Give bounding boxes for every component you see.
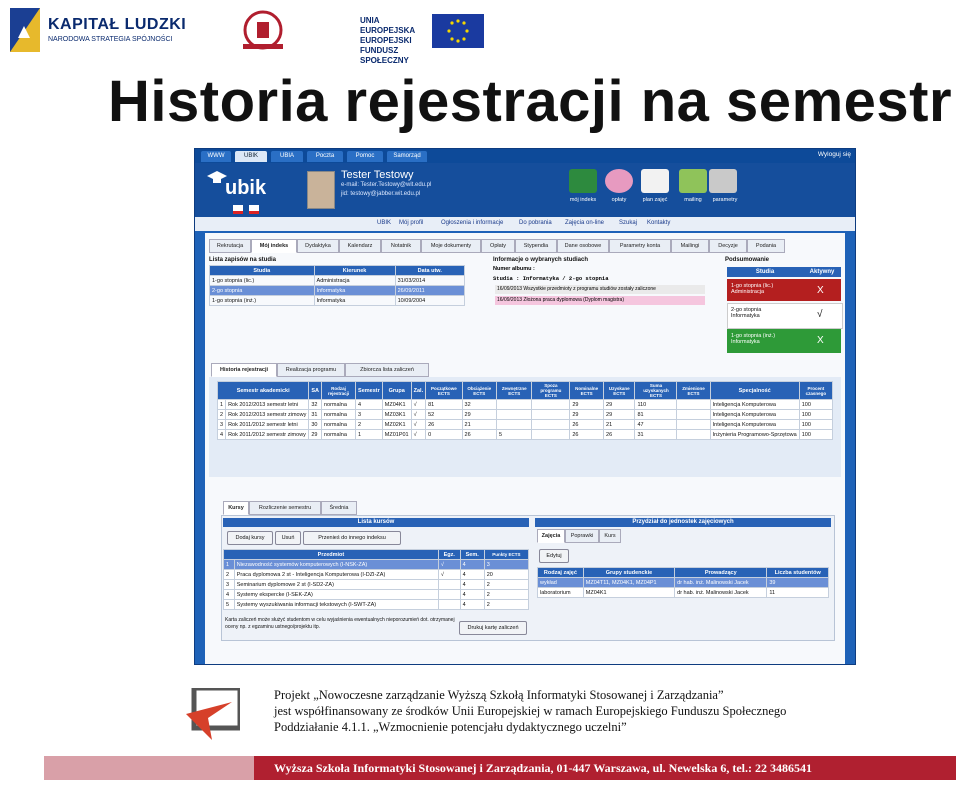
col-studia: Studia xyxy=(210,266,315,276)
cell: 1 xyxy=(224,560,235,570)
footer-bar-accent xyxy=(44,756,254,780)
cell: MZ04K1 xyxy=(382,400,411,410)
cell: 29 xyxy=(570,400,604,410)
cell: Praca dyplomowa 2 st - Inteligencja Komputerowa (I-DZI-ZA) xyxy=(234,570,438,580)
user-email: e-mail: Tester.Testowy@wit.edu.pl xyxy=(341,182,432,188)
cell: MZ02K1 xyxy=(382,420,411,430)
table-row[interactable] xyxy=(218,420,833,430)
cell: Systemy wyszukiwania informacji tekstowych (I-SWT-ZA) xyxy=(234,600,438,610)
tab-kurs[interactable]: Kurs xyxy=(599,529,621,543)
cell: 100 xyxy=(799,410,832,420)
col-procent: Procent czasnego xyxy=(799,382,832,400)
cell: 26 xyxy=(462,430,496,440)
assign-title: Przydział do jednostek zajęciowych xyxy=(535,518,831,527)
cell: dr hab. inż. Malinowski Jacek xyxy=(675,578,767,588)
summary-row-label: 1-go stopnia (lic.) Administracja xyxy=(731,283,774,295)
cell: 4 xyxy=(218,430,226,440)
cell: 21 xyxy=(462,420,496,430)
cell: 2 xyxy=(356,420,383,430)
cell: 5 xyxy=(496,430,531,440)
pl-flag-icon[interactable] xyxy=(233,205,243,214)
cell: 29 xyxy=(462,410,496,420)
cell: 1-go stopnia (inż.) xyxy=(210,296,315,306)
table-row[interactable] xyxy=(224,600,529,610)
table-row[interactable] xyxy=(538,588,829,598)
cell: 26 xyxy=(426,420,462,430)
top-tab-ubia[interactable]: UBIA xyxy=(271,151,303,162)
col-nominalne: Nominalne ECTS xyxy=(570,382,604,400)
toolbar-label-plan[interactable]: plan zajęć xyxy=(642,197,668,203)
tab-podania[interactable]: Podania xyxy=(747,239,785,253)
kapital-ludzki-subtitle: NARODOWA STRATEGIA SPÓJNOŚCI xyxy=(48,36,173,43)
calendar-icon[interactable] xyxy=(641,169,669,193)
top-tab-samorzad[interactable]: Samorząd xyxy=(387,151,427,162)
cell: 11 xyxy=(767,588,829,598)
cell: 31/03/2014 xyxy=(395,276,464,286)
cell: √ xyxy=(438,570,460,580)
col-spoza: Spoza programu ECTS xyxy=(532,382,570,400)
cell xyxy=(496,410,531,420)
cell xyxy=(532,420,570,430)
ubik-screenshot xyxy=(194,148,856,665)
summary-row-status: X xyxy=(817,285,824,296)
mortarboard-icon xyxy=(207,171,227,185)
cell: normalna xyxy=(321,410,355,420)
col-grupy: Grupy studenckie xyxy=(583,568,674,578)
kapital-ludzki-title: KAPITAŁ LUDZKI xyxy=(48,16,187,33)
cell: 32 xyxy=(309,400,322,410)
cell: 4 xyxy=(356,400,383,410)
cell: MZ03K1 xyxy=(382,410,411,420)
user-name: Tester Testowy xyxy=(341,169,414,181)
toolbar-label-mailing[interactable]: mailing xyxy=(684,197,702,203)
col-poczatkowe: Początkowe ECTS xyxy=(426,382,462,400)
summary-row-label: 1-go stopnia (inż.) Informatyka xyxy=(731,333,776,345)
sub-navigation xyxy=(195,217,855,231)
cell: 2 xyxy=(224,570,235,580)
summary-row-status: √ xyxy=(817,309,823,320)
col-rodzaj: Rodzaj rejestracji xyxy=(321,382,355,400)
tab-rozliczenie[interactable]: Rozliczenie semestru xyxy=(249,501,321,515)
cell: 3 xyxy=(218,420,226,430)
tab-poprawki[interactable]: Poprawki xyxy=(565,529,599,543)
history-table xyxy=(217,381,833,440)
cell: Administracja xyxy=(314,276,395,286)
pl-flag-icon[interactable] xyxy=(249,205,259,214)
album-number: Numer albumu : xyxy=(493,266,535,272)
col-specjalnosc: Specjalność xyxy=(710,382,799,400)
add-courses-button[interactable]: Dodaj kursy xyxy=(227,531,273,545)
cell: 29 xyxy=(604,410,635,420)
cell: 30 xyxy=(309,420,322,430)
table-row[interactable] xyxy=(224,590,529,600)
summary-row-label: 2-go stopnia Informatyka xyxy=(731,307,762,319)
footer-line-3: Poddziałanie 4.1.1. „Wzmocnienie potencjału dydaktycznego uczelni” xyxy=(274,720,627,734)
cell: Niezawodność systemów komputerowych (I-NSK-ZA) xyxy=(234,560,438,570)
cell: MZ01P01 xyxy=(382,430,411,440)
cell: √ xyxy=(411,420,425,430)
logout-link[interactable]: Wyloguj się xyxy=(817,151,851,158)
tab-dane-osobowe[interactable]: Dane osobowe xyxy=(557,239,609,253)
col-uzyskane: Uzyskane ECTS xyxy=(604,382,635,400)
cell: 1-go stopnia (lic.) xyxy=(210,276,315,286)
table-row[interactable] xyxy=(224,570,529,580)
cell: 52 xyxy=(426,410,462,420)
cell: Rok 2012/2013 semestr letni xyxy=(226,400,309,410)
cell xyxy=(496,420,531,430)
cell: 4 xyxy=(460,570,484,580)
subnav-zajecia[interactable]: Zajęcia on-line xyxy=(565,220,605,226)
cell: 100 xyxy=(799,400,832,410)
cell: normalna xyxy=(321,420,355,430)
cell: 0 xyxy=(426,430,462,440)
cell: Systemy ekspercke (I-SEK-ZA) xyxy=(234,590,438,600)
cell xyxy=(438,590,460,600)
tab-srednia[interactable]: Średnia xyxy=(321,501,357,515)
col-semestr: Semestr akademicki xyxy=(218,382,309,400)
cell: 110 xyxy=(635,400,677,410)
col-suma: Suma uzyskanych ECTS xyxy=(635,382,677,400)
cell: 81 xyxy=(635,410,677,420)
cell: 3 xyxy=(484,560,528,570)
cell: 26 xyxy=(570,430,604,440)
cell: √ xyxy=(411,410,425,420)
cell: 4 xyxy=(460,590,484,600)
cell: Informatyka xyxy=(314,296,395,306)
assign-table xyxy=(537,567,829,598)
top-tab-pomoc[interactable]: Pomoc xyxy=(347,151,383,162)
cell: 29 xyxy=(309,430,322,440)
col-obciazenie: Obciążenie ECTS xyxy=(462,382,496,400)
project-logo-icon xyxy=(186,688,240,740)
cell: 81 xyxy=(426,400,462,410)
delete-button[interactable]: Usuń xyxy=(275,531,301,545)
cell: 2 xyxy=(484,580,528,590)
cell: 4 xyxy=(224,590,235,600)
subnav-ogloszenia[interactable]: Ogłoszenia i informacje xyxy=(441,220,504,226)
col-zewnetrzne: Zewnętrzne ECTS xyxy=(496,382,531,400)
page-title: Historia rejestracji na semestr xyxy=(108,69,953,134)
subnav-pobrania[interactable]: Do pobrania xyxy=(519,220,552,226)
tab-oplaty[interactable]: Opłaty xyxy=(481,239,515,253)
cell: 26 xyxy=(604,430,635,440)
studies-panel-title: Lista zapisów na studia xyxy=(209,257,277,263)
cell xyxy=(532,400,570,410)
cell xyxy=(496,400,531,410)
user-jid: jid: testowy@jabber.wit.edu.pl xyxy=(341,191,421,197)
top-tab-www[interactable]: WWW xyxy=(201,151,231,162)
subnav-profil[interactable]: Mój profil xyxy=(399,220,424,226)
main-content xyxy=(205,233,845,664)
cell: 20 xyxy=(484,570,528,580)
avatar xyxy=(307,171,335,209)
col-ects: Punkty ECTS xyxy=(484,550,528,560)
cell: 4 xyxy=(460,580,484,590)
summary-row-status: X xyxy=(817,335,824,346)
cell: 32 xyxy=(462,400,496,410)
info-note: 16/09/2013 Złożona praca dyplomowa (Dyplom magistra) xyxy=(495,296,705,305)
cell: 100 xyxy=(799,430,832,440)
subnav-ubik[interactable]: UBIK xyxy=(377,220,392,226)
cell: 5 xyxy=(224,600,235,610)
col-sem: Sem. xyxy=(460,550,484,560)
cell: normalna xyxy=(321,400,355,410)
table-row[interactable] xyxy=(218,400,833,410)
cell: 10/09/2004 xyxy=(395,296,464,306)
tab-dydaktyka[interactable]: Dydaktyka xyxy=(297,239,339,253)
col-sa: SA xyxy=(309,382,322,400)
table-row[interactable] xyxy=(224,580,529,590)
cell: Inteligencja Komputerowa xyxy=(710,400,799,410)
cell xyxy=(677,420,710,430)
col-zal: Zal. xyxy=(411,382,425,400)
courses-table xyxy=(223,549,529,610)
col-grupa: Grupa xyxy=(382,382,411,400)
cell: 1 xyxy=(356,430,383,440)
cell: 4 xyxy=(460,600,484,610)
kapital-ludzki-flag-icon xyxy=(10,8,40,52)
cell: 39 xyxy=(767,578,829,588)
cell: normalna xyxy=(321,430,355,440)
cell: Rok 2011/2012 semestr zimowy xyxy=(226,430,309,440)
cell: 21 xyxy=(604,420,635,430)
cell xyxy=(677,430,710,440)
summary-col-studia: Studia xyxy=(727,267,803,277)
subnav-kontakty[interactable]: Kontakty xyxy=(647,220,671,226)
tab-stypendia[interactable]: Stypendia xyxy=(515,239,557,253)
cell: laboratorium xyxy=(538,588,584,598)
indeks-icon[interactable] xyxy=(569,169,597,193)
table-row[interactable] xyxy=(218,410,833,420)
tab-decyzje[interactable]: Decyzje xyxy=(709,239,747,253)
cell: √ xyxy=(438,560,460,570)
cell: Rok 2012/2013 semestr zimowy xyxy=(226,410,309,420)
table-row[interactable] xyxy=(210,296,465,306)
cell xyxy=(438,600,460,610)
cell: √ xyxy=(411,430,425,440)
col-data: Data utw. xyxy=(395,266,464,276)
ubik-brand: ubik xyxy=(225,177,267,199)
cell: 26 xyxy=(570,420,604,430)
top-tab-poczta[interactable]: Poczta xyxy=(307,151,343,162)
tab-mailingi[interactable]: Mailingi xyxy=(671,239,709,253)
col-egz: Egz. xyxy=(438,550,460,560)
toolbar-label-parametry[interactable]: parametry xyxy=(712,197,738,203)
toolbar-label-oplaty[interactable]: opłaty xyxy=(611,197,627,203)
move-to-index-button[interactable]: Przenieś do innego indeksu xyxy=(303,531,401,545)
selected-studies: Studia : Informatyka / 2-go stopnia xyxy=(493,275,609,282)
table-row-selected[interactable] xyxy=(224,560,529,570)
footer-address: Wyższa Szkoła Informatyki Stosowanej i Zarządzania, 01-447 Warszawa, ul. Newelska 6, tel.: 22 3486541 xyxy=(274,761,812,775)
top-tab-ubik[interactable]: UBIK xyxy=(235,151,267,162)
table-row-selected[interactable] xyxy=(538,578,829,588)
col-prowadzacy: Prowadzący xyxy=(675,568,767,578)
tab-notatnik[interactable]: Notatnik xyxy=(381,239,421,253)
tools-icon[interactable] xyxy=(709,169,737,193)
tab-zbiorcza-lista[interactable]: Zbiorcza lista zaliczeń xyxy=(345,363,429,377)
cell: 29 xyxy=(570,410,604,420)
user-banner xyxy=(195,163,855,217)
cell xyxy=(532,430,570,440)
piggy-bank-icon[interactable] xyxy=(605,169,633,193)
cell: MZ04T11, MZ04K1, MZ04P1 xyxy=(583,578,674,588)
courses-title: Lista kursów xyxy=(223,518,529,527)
tab-kalendarz[interactable]: Kalendarz xyxy=(339,239,381,253)
tab-kursy[interactable]: Kursy xyxy=(223,501,249,515)
courses-note: Karta zaliczeń może służyć studentom w celu wyjaśnienia ewentualnych nieporozumień dot. otrzymanej oceny np. z egzaminu ustnego/projektu itp. xyxy=(225,617,455,630)
table-row[interactable] xyxy=(210,276,465,286)
cell xyxy=(677,410,710,420)
summary-panel-title: Podsumowanie xyxy=(725,257,770,263)
tab-moje-dokumenty[interactable]: Moje dokumenty xyxy=(421,239,481,253)
toolbar-label-indeks[interactable]: mój indeks xyxy=(569,197,597,203)
info-note: 16/09/2013 Wszystkie przedmioty z programu studiów zostały zaliczone xyxy=(495,285,705,294)
mail-icon[interactable] xyxy=(679,169,707,193)
footer-line-2: jest współfinansowany ze środków Unii Europejskiej w ramach Europejskiego Funduszu Społecznego xyxy=(274,704,787,718)
tab-moj-indeks[interactable]: Mój indeks xyxy=(251,239,297,253)
cell: 3 xyxy=(224,580,235,590)
cell: Inteligencja Komputerowa xyxy=(710,420,799,430)
cell: 2 xyxy=(484,590,528,600)
cell: 4 xyxy=(460,560,484,570)
tab-zajecia[interactable]: Zajęcia xyxy=(537,529,565,543)
cell xyxy=(677,400,710,410)
cell: 2 xyxy=(484,600,528,610)
tab-historia-rejestracji[interactable]: Historia rejestracji xyxy=(211,363,277,377)
cell: 26/09/2011 xyxy=(395,286,464,296)
cell: 29 xyxy=(604,400,635,410)
edit-button[interactable]: Edytuj xyxy=(539,549,569,563)
cell xyxy=(532,410,570,420)
tab-parametry-konta[interactable]: Parametry konta xyxy=(609,239,671,253)
cell: Seminarium dyplomowe 2 st (I-SD2-ZA) xyxy=(234,580,438,590)
cell: 2-go stopnia xyxy=(210,286,315,296)
eu-flag-icon xyxy=(432,14,484,48)
wit-logo-icon xyxy=(238,8,288,52)
studies-table xyxy=(209,265,465,306)
summary-col-aktywny: Aktywny xyxy=(803,267,841,277)
col-kierunek: Kierunek xyxy=(314,266,395,276)
cell: 2 xyxy=(218,410,226,420)
footer-line-1: Projekt „Nowoczesne zarządzanie Wyższą Szkołą Informatyki Stosowanej i Zarządzania” xyxy=(274,688,724,702)
subnav-szukaj[interactable]: Szukaj xyxy=(619,220,638,226)
info-panel-title: Informacje o wybranych studiach xyxy=(493,257,589,263)
print-card-button[interactable]: Drukuj kartę zaliczeń xyxy=(459,621,527,635)
top-navigation xyxy=(195,149,855,163)
cell xyxy=(438,580,460,590)
cell: 1 xyxy=(218,400,226,410)
table-row-selected[interactable] xyxy=(210,286,465,296)
col-liczba: Liczba studentów xyxy=(767,568,829,578)
cell: 3 xyxy=(356,410,383,420)
cell: wykład xyxy=(538,578,584,588)
cell: 47 xyxy=(635,420,677,430)
tab-rekrutacja[interactable]: Rekrutacja xyxy=(209,239,251,253)
table-row[interactable] xyxy=(218,430,833,440)
cell: 31 xyxy=(635,430,677,440)
cell: Rok 2011/2012 semestr letni xyxy=(226,420,309,430)
col-przedmiot: Przedmiot xyxy=(224,550,439,560)
col-rodzaj-zajec: Rodzaj zajęć xyxy=(538,568,584,578)
ue-logo-text: UNIA EUROPEJSKA EUROPEJSKI FUNDUSZ SPOŁECZNY xyxy=(360,16,415,65)
col-sem: Semestr xyxy=(356,382,383,400)
cell: Informatyka xyxy=(314,286,395,296)
cell: MZ04K1 xyxy=(583,588,674,598)
cell: Inżynieria Programowo-Sprzętowa xyxy=(710,430,799,440)
cell: Inteligencja Komputerowa xyxy=(710,410,799,420)
cell: 31 xyxy=(309,410,322,420)
cell: dr hab. inż. Malinowski Jacek xyxy=(675,588,767,598)
tab-realizacja-programu[interactable]: Realizacja programu xyxy=(277,363,345,377)
cell: 100 xyxy=(799,420,832,430)
cell: √ xyxy=(411,400,425,410)
col-zmienione: Zmienione ECTS xyxy=(677,382,710,400)
